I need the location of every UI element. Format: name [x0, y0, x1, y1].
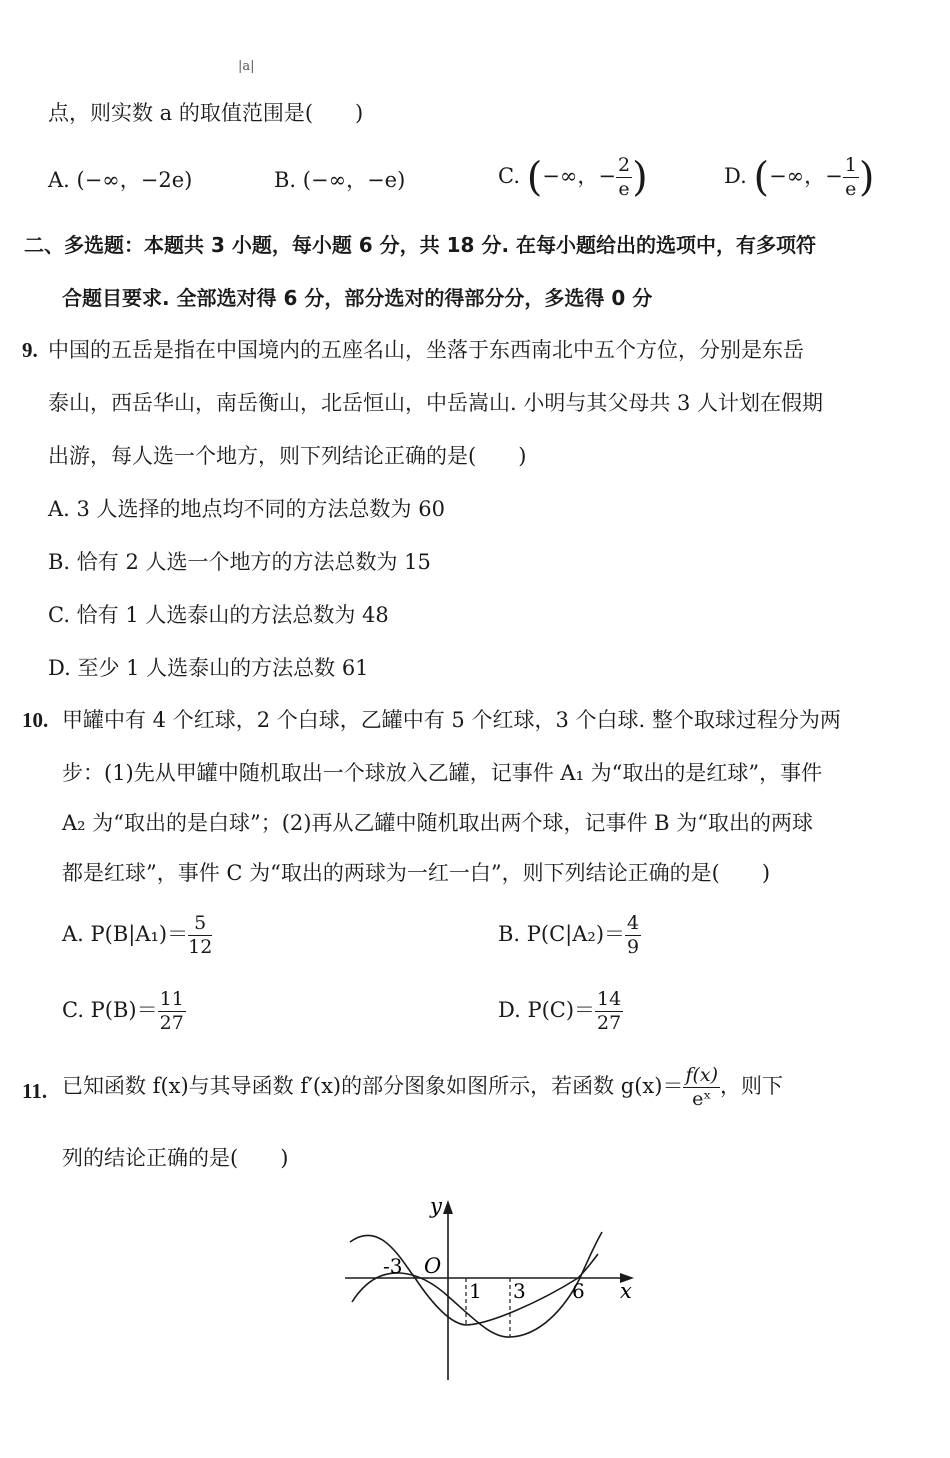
q8-option-d-den: e [845, 178, 857, 200]
q9-option-c: C. 恰有 1 人选泰山的方法总数为 48 [48, 603, 389, 627]
q10-line3: A₂ 为“取出的是白球”；(2)再从乙罐中随机取出两个球，记事件 B 为“取出的两球 [62, 811, 813, 835]
q10-option-a-label: A. P(B|A₁)＝ [62, 922, 189, 946]
q11-line1-pre: 已知函数 f(x)与其导函数 f′(x)的部分图象如图所示，若函数 g(x)＝ [62, 1074, 684, 1098]
q8-option-d-left: −∞，− [769, 164, 843, 188]
q10-option-d-label: D. P(C)＝ [498, 998, 596, 1022]
q10-number: 10. [22, 708, 49, 732]
q10-option-c [62, 990, 186, 1033]
q9-option-a: A. 3 人选择的地点均不同的方法总数为 60 [48, 497, 445, 521]
q11-line2: 列的结论正确的是( ) [62, 1146, 289, 1170]
q11-line1-post: ，则下 [720, 1074, 784, 1098]
q8-option-c-num: 2 [617, 154, 631, 176]
q10-option-b [498, 914, 641, 957]
section2-line1: 二、多选题：本题共 3 小题，每小题 6 分，共 18 分. 在每小题给出的选项中，有多项符 [24, 233, 817, 257]
q10-line2: 步：(1)先从甲罐中随机取出一个球放入乙罐，记事件 A₁ 为“取出的是红球”，事件 [62, 761, 823, 785]
q11-frac-num: f(x) [685, 1064, 719, 1086]
q9-number: 9. [22, 338, 38, 362]
q8-option-b: B. (−∞，−e) [274, 168, 406, 192]
tick-label-neg3: -3 [383, 1254, 403, 1278]
q10-option-b-den: 9 [627, 936, 640, 958]
q10-option-d-den: 27 [597, 1012, 622, 1034]
q8-option-c-left: −∞，− [542, 164, 616, 188]
q10-option-a [62, 914, 212, 957]
q10-option-a-num: 5 [188, 914, 212, 936]
tick-label-3: 3 [513, 1279, 526, 1303]
q10-option-c-num: 11 [159, 988, 184, 1010]
x-axis-label: x [620, 1279, 632, 1303]
y-axis-arrow [443, 1200, 453, 1214]
section2-line2: 合题目要求. 全部选对得 6 分，部分选对的得部分分，多选得 0 分 [62, 286, 653, 310]
q8-option-c-label: C. [498, 164, 520, 188]
q11-frac-den: eˣ [692, 1088, 712, 1110]
origin-label: O [424, 1254, 442, 1278]
q8-option-d: D. (−∞，− $\frac{1}{e}$ ) [724, 154, 875, 201]
q10-option-c-label: C. P(B)＝ [62, 998, 158, 1022]
q9-line3: 出游，每人选一个地方，则下列结论正确的是( ) [48, 444, 527, 468]
tick-label-1: 1 [469, 1279, 482, 1303]
q8-option-c: C. (−∞，− $\frac{2}{e}$ ) [498, 154, 648, 201]
q9-option-b: B. 恰有 2 人选一个地方的方法总数为 15 [48, 550, 431, 574]
q10-option-d-num: 14 [597, 988, 622, 1010]
q10-option-b-num: 4 [627, 912, 640, 934]
q10-option-a-den: 12 [188, 936, 213, 958]
q8-option-c-den: e [618, 178, 630, 200]
q10-option-d [498, 990, 623, 1033]
q9-option-d: D. 至少 1 人选泰山的方法总数 61 [48, 656, 369, 680]
tick-label-6: 6 [572, 1279, 585, 1303]
q8-stem-tail: 点，则实数 a 的取值范围是( ) [48, 101, 364, 125]
q10-line4: 都是红球”，事件 C 为“取出的两球为一红一白”，则下列结论正确的是( ) [62, 861, 771, 885]
q10-option-c-den: 27 [159, 1012, 184, 1034]
q10-line1: 甲罐中有 4 个红球，2 个白球，乙罐中有 5 个红球，3 个白球. 整个取球过程分为两 [62, 708, 841, 732]
q9-line2: 泰山，西岳华山，南岳衡山，北岳恒山，中岳嵩山. 小明与其父母共 3 人计划在假期 [48, 391, 824, 415]
q10-option-b-label: B. P(C|A₂)＝ [498, 922, 626, 946]
y-axis-label: y [430, 1194, 442, 1218]
function-graph-figure [340, 1190, 640, 1390]
q8-option-d-num: 1 [844, 154, 857, 176]
q8-option-a: A. (−∞，−2e) [48, 168, 193, 192]
top-fragment: |a| [238, 59, 255, 74]
q8-option-d-label: D. [724, 164, 747, 188]
q11-line1 [62, 1066, 783, 1109]
q9-line1: 中国的五岳是指在中国境内的五座名山，坐落于东西南北中五个方位，分别是东岳 [48, 338, 804, 362]
q11-number: 11. [22, 1079, 48, 1103]
